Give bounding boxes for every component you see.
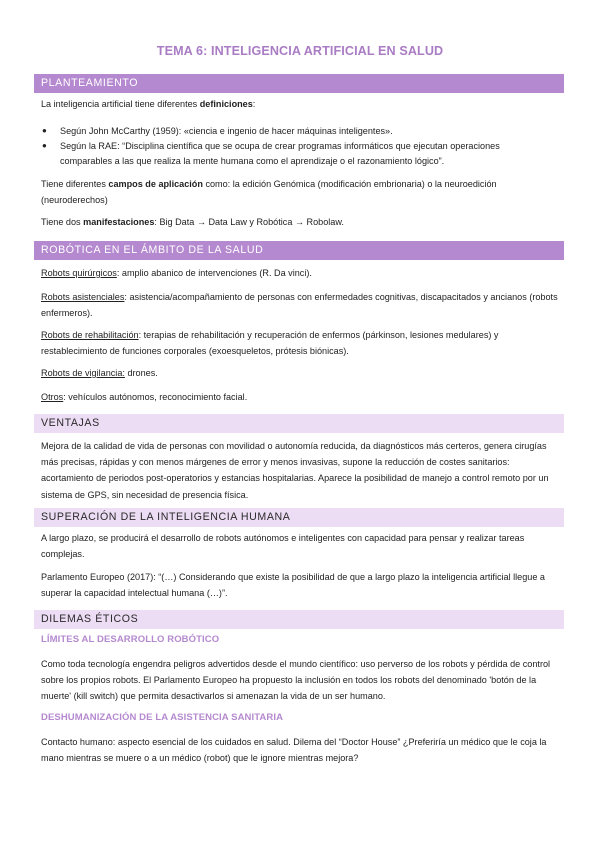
section-header-planteamiento: PLANTEAMIENTO xyxy=(34,74,564,93)
section-header-robotica: ROBÓTICA EN EL ÁMBITO DE LA SALUD xyxy=(34,241,564,260)
list-item: ● Según John McCarthy (1959): «ciencia e ingenio de hacer máquinas inteligentes». xyxy=(60,124,545,139)
robots-otros: Otros: vehículos autónomos, reconocimiento facial. xyxy=(41,392,248,402)
robots-asistenciales: Robots asistenciales: asistencia/acompañamiento de personas con enfermedades cognitivas, discapacitados y ancianos (robots enfermeros). xyxy=(41,292,558,319)
ventajas-paragraph: Mejora de la calidad de vida de personas con movilidad o autonomía reducida, da diagnósticos más certeros, genera cirugías más precisas, rápidas y con menos márgenes de error y menos invasivas, supone la reducción de costes sanitarios: acortamiento de periodos post-operatorios y estancias hospitalarias. Aparece la posibilidad de manejo a control remoto por un sistema de GPS, sin necesidad de presencia física. xyxy=(41,441,549,500)
superacion-paragraph-2: Parlamento Europeo (2017): “(…) Considerando que existe la posibilidad de que a largo plazo la inteligencia artificial llegue a superar la capacidad intelectual humana (…)”. xyxy=(41,572,545,599)
limites-paragraph: Como toda tecnología engendra peligros advertidos desde el mundo científico: uso perverso de los robots y pérdida de control sobre los propios robots. El Parlamento Europeo ha propuesto la inclusión en todos los robots del denominado 'botón de la muerte' (kill switch) que permita desactivarlos si amenazan la vida de un ser humano. xyxy=(41,659,551,702)
manifestaciones-paragraph: Tiene dos manifestaciones: Big Data → Data Law y Robótica → Robolaw. xyxy=(41,217,344,227)
robots-vigilancia: Robots de vigilancia: drones. xyxy=(41,368,158,378)
deshumanizacion-paragraph: Contacto humano: aspecto esencial de los cuidados en salud. Dilema del “Doctor House” ¿Preferiría un médico que le coja la mano mientras se muere o a un médico (robot) que le ignore mientras mejora? xyxy=(41,737,547,764)
list-item: ● Según la RAE: “Disciplina científica que se ocupa de crear programas informáticos que ejecutan operaciones comparables a las que realiza la mente humana como el aprendizaje o el razonamiento lógico”. xyxy=(42,141,500,166)
page-title: TEMA 6: INTELIGENCIA ARTIFICIAL EN SALUD xyxy=(156,44,444,58)
subheading-limites: LÍMITES AL DESARROLLO ROBÓTICO xyxy=(41,634,220,645)
robots-quirurgicos: Robots quirúrgicos: amplio abanico de intervenciones (R. Da vinci). xyxy=(41,268,312,278)
subheading-deshumanizacion: DESHUMANIZACIÓN DE LA ASISTENCIA SANITARIA xyxy=(41,712,284,723)
bullet-icon: ● xyxy=(42,126,47,135)
bullet-icon: ● xyxy=(42,141,47,150)
section-header-ventajas: VENTAJAS xyxy=(34,414,564,433)
superacion-paragraph-1: A largo plazo, se producirá el desarrollo de robots autónomos e inteligentes con capacidad para pensar y realizar tareas complejas. xyxy=(41,533,525,560)
robots-rehabilitacion: Robots de rehabilitación: terapias de rehabilitación y recuperación de enfermos (párkinson, lesiones medulares) y restablecimiento de funciones corporales (exoesqueletos, prótesis biónicas). xyxy=(41,330,499,357)
section-header-superacion: SUPERACIÓN DE LA INTELIGENCIA HUMANA xyxy=(34,508,564,527)
campos-paragraph: Tiene diferentes campos de aplicación como: la edición Genómica (modificación embrionaria) o la neuroedición (neuroderechos) xyxy=(41,179,497,206)
definiciones-intro: La inteligencia artificial tiene diferentes definiciones: xyxy=(41,99,256,109)
section-header-dilemas: DILEMAS ÉTICOS xyxy=(34,610,564,629)
